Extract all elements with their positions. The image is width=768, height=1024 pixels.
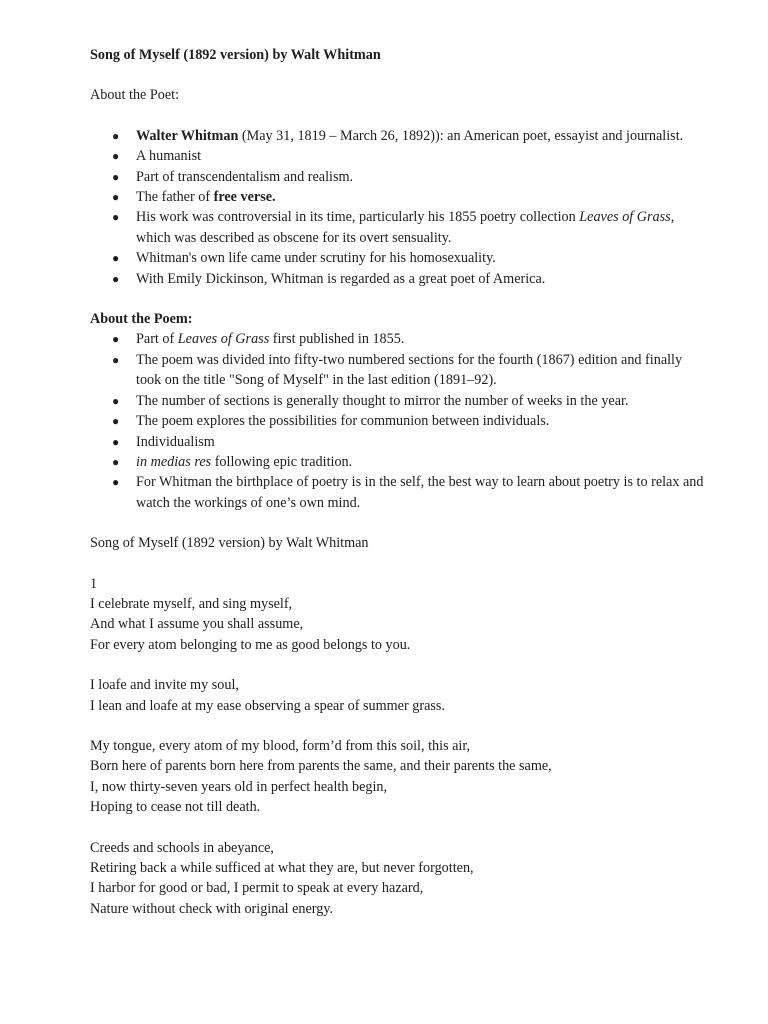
item-text: With Emily Dickinson, Whitman is regarded as a great poet of America. [136, 270, 546, 287]
bullet-icon: ● [112, 352, 120, 367]
list-item [90, 187, 708, 207]
bullet-icon: ● [112, 454, 120, 469]
bullet-icon: ● [112, 475, 120, 490]
poem-line: My tongue, every atom of my blood, form’d from this soil, this air, [90, 737, 471, 754]
item-text: Part of transcendentalism and realism. [136, 168, 354, 185]
item-text: first published in 1855. [269, 331, 405, 348]
item-italic-text: Leaves of Grass [177, 331, 270, 348]
stanza [90, 838, 708, 920]
list-item [90, 472, 708, 513]
list-item [90, 146, 708, 166]
poem-line: Hoping to cease not till death. [90, 799, 261, 816]
poem-line: I loafe and invite my soul, [90, 677, 239, 694]
list-item [90, 452, 708, 472]
list-item [90, 126, 708, 146]
item-text: For Whitman the birthplace of poetry is in the self, the best way to learn about poetry is to relax and watch the workings of one’s own mind. [136, 474, 704, 511]
bullet-icon: ● [112, 210, 120, 225]
bullet-icon: ● [112, 271, 120, 286]
poem-line: Nature without check with original energy. [90, 900, 334, 917]
document-title: Song of Myself (1892 version) by Walt Whitman [90, 47, 381, 63]
stanza [90, 675, 708, 716]
poem-line: I, now thirty-seven years old in perfect health begin, [90, 778, 388, 795]
poem-line: I lean and loafe at my ease observing a spear of summer grass. [90, 697, 445, 714]
poem-line: I celebrate myself, and sing myself, [90, 595, 293, 612]
list-item [90, 167, 708, 187]
poem-text [90, 574, 708, 920]
bullet-icon: ● [112, 332, 120, 347]
item-bold-text: free verse. [213, 189, 276, 206]
poem-line: I harbor for good or bad, I permit to speak at every hazard, [90, 880, 424, 897]
list-item [90, 207, 708, 248]
poem-line: For every atom belonging to me as good belongs to you. [90, 636, 411, 653]
poet-facts-list [90, 126, 708, 289]
item-text: following epic tradition. [211, 453, 353, 470]
list-item [90, 350, 708, 391]
stanza [90, 736, 708, 818]
list-item [90, 269, 708, 289]
bullet-icon: ● [112, 414, 120, 429]
bullet-icon: ● [112, 149, 120, 164]
list-item [90, 411, 708, 431]
item-text: The father of [136, 189, 214, 206]
item-text: Individualism [136, 433, 215, 450]
bullet-icon: ● [112, 393, 120, 408]
poem-title: Song of Myself (1892 version) by Walt Whitman [90, 535, 369, 552]
poem-line: And what I assume you shall assume, [90, 616, 304, 633]
item-text: , which was described as obscene for its overt sensuality. [136, 209, 675, 246]
list-item [90, 248, 708, 268]
about-poem-heading: About the Poem: [90, 311, 193, 328]
item-italic-text: in medias res [136, 453, 212, 470]
poem-line: Born here of parents born here from parents the same, and their parents the same, [90, 758, 552, 775]
bullet-icon: ● [112, 251, 120, 266]
bullet-icon: ● [112, 434, 120, 449]
list-item [90, 391, 708, 411]
item-text: A humanist [136, 148, 202, 165]
item-text: Whitman's own life came under scrutiny for his homosexuality. [136, 250, 496, 267]
item-text: His work was controversial in its time, particularly his 1855 poetry collection [136, 209, 580, 226]
item-text: (May 31, 1819 – March 26, 1892)): an American poet, essayist and journalist. [238, 127, 684, 144]
item-bold-text: Walter Whitman [136, 127, 239, 144]
item-text: The poem was divided into fifty-two numbered sections for the fourth (1867) edition and finally took on the title "Song of Myself" in the last edition (1891–92). [136, 351, 683, 389]
item-text: The poem explores the possibilities for communion between individuals. [136, 413, 550, 430]
poem-line: 1 [90, 575, 98, 592]
bullet-icon: ● [112, 169, 120, 184]
about-poet-heading: About the Poet: [90, 87, 180, 104]
bullet-icon: ● [112, 190, 120, 205]
stanza [90, 574, 708, 656]
item-italic-text: Leaves of Grass [579, 209, 671, 226]
item-text: Part of [136, 331, 178, 348]
bullet-icon: ● [112, 128, 120, 143]
poem-line: Creeds and schools in abeyance, [90, 839, 274, 856]
list-item [90, 329, 708, 349]
item-text: The number of sections is generally thought to mirror the number of weeks in the year. [136, 392, 629, 409]
poem-line: Retiring back a while sufficed at what they are, but never forgotten, [90, 860, 474, 876]
list-item [90, 432, 708, 452]
poem-facts-list [90, 329, 708, 513]
